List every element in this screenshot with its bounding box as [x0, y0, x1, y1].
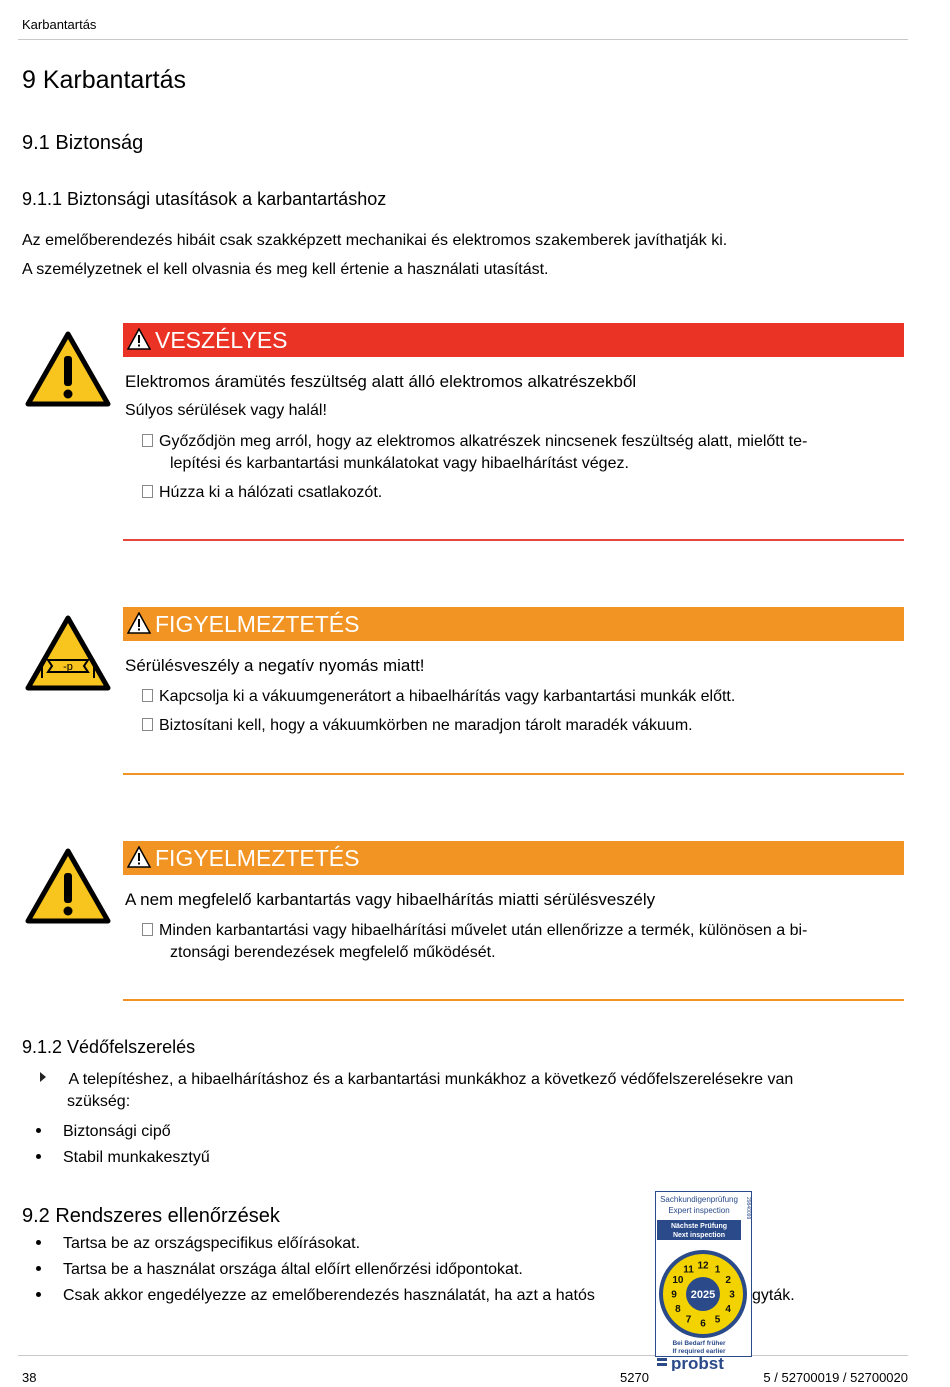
- warning-triangle-icon: [127, 328, 151, 350]
- sticker-month: 3: [729, 1289, 735, 1301]
- checkbox-glyph-icon: [142, 718, 153, 731]
- action-item: Biztosítani kell, hogy a vákuumkörben ne maradjon tárolt maradék vákuum.: [142, 715, 890, 737]
- svg-text:Expert inspection: Expert inspection: [668, 1206, 730, 1215]
- bullet-icon: [36, 1128, 41, 1133]
- list-item: Csak akkor engedélyezze az emelőberendezés használatát, ha azt a hatós: [36, 1287, 595, 1313]
- intro-line: Az emelőberendezés hibáit csak szakképzett mechanikai és elektromos szakemberek javíthatják ki.: [22, 232, 728, 249]
- warning-end-rule: [123, 999, 904, 1001]
- intro-paragraph: [22, 226, 727, 284]
- sticker-month: 4: [725, 1304, 731, 1315]
- danger-banner: [123, 323, 904, 357]
- sign-label: -p: [63, 661, 73, 673]
- page-number: 38: [22, 1370, 37, 1385]
- action-item: Minden karbantartási vagy hibaelhárítási művelet után ellenőrizze a termék, különösen a bi- ztonsági berendezések megfelelő működését.: [142, 920, 890, 964]
- bullet-icon: [36, 1240, 41, 1245]
- list-item: Tartsa be a használat országa által előírt ellenőrzési időpontokat.: [36, 1261, 595, 1287]
- svg-text:Bei Bedarf früher: Bei Bedarf früher: [672, 1340, 726, 1347]
- checkbox-glyph-icon: [142, 434, 153, 447]
- checkbox-glyph-icon: [142, 689, 153, 702]
- signal-word: FIGYELMEZTETÉS: [155, 611, 360, 637]
- bullet-icon: [36, 1292, 41, 1297]
- bullet-icon: [36, 1154, 41, 1159]
- section-heading-9-1: 9.1 Biztonság: [22, 132, 144, 154]
- svg-text:Nächste Prüfung: Nächste Prüfung: [670, 1223, 728, 1230]
- hazard-text: A nem megfelelő karbantartás vagy hibaelhárítás miatti sérülésveszély: [125, 890, 656, 909]
- section-heading-9-1-2: 9.1.2 Védőfelszerelés: [22, 1037, 196, 1057]
- warning-triangle-icon: [127, 612, 151, 634]
- bullet-icon: [36, 1266, 41, 1271]
- svg-text:Next inspection: Next inspection: [672, 1232, 726, 1239]
- action-item: Kapcsolja ki a vákuumgenerátort a hibaelhárítás vagy karbantartási munkák előtt.: [142, 686, 890, 708]
- probst-logo: probst: [671, 1354, 724, 1371]
- warning-end-rule: [123, 773, 904, 775]
- sticker-month: 11: [683, 1264, 694, 1276]
- chapter-title: 9 Karbantartás: [22, 66, 186, 94]
- warning-banner: [123, 841, 904, 875]
- svg-text:29840099: 29840099: [745, 1197, 751, 1220]
- list-item: Biztonsági cipő: [36, 1123, 210, 1149]
- signal-word: FIGYELMEZTETÉS: [155, 845, 360, 871]
- action-item: Győződjön meg arról, hogy az elektromos alkatrészek nincsenek feszültség alatt, mielőtt te- lepítési és karbantartási munkálatokat vagy hibaelhárítást végez.: [142, 431, 890, 475]
- warning-banner: [123, 607, 904, 641]
- sticker-month: 5: [714, 1314, 721, 1326]
- negative-pressure-warning-icon: [24, 614, 112, 692]
- list-item: Tartsa be az országspecifikus előírásokat.: [36, 1235, 595, 1261]
- svg-text:Sachkundigenprüfung: Sachkundigenprüfung: [660, 1195, 738, 1204]
- inspection-sticker: [655, 1191, 752, 1371]
- svg-text:If required earlier: If required earlier: [672, 1348, 726, 1355]
- hazard-text: Elektromos áramütés feszültség alatt álló elektromos alkatrészekből: [125, 372, 637, 391]
- checkbox-glyph-icon: [142, 923, 153, 936]
- ppe-intro: A telepítéshez, a hibaelhárításhoz és a karbantartási munkákhoz a következő védőfelszerelésekre van szükség:: [40, 1069, 793, 1113]
- sticker-month: 1: [714, 1264, 721, 1276]
- checkbox-glyph-icon: [142, 485, 153, 498]
- arrow-right-icon: [40, 1072, 46, 1082]
- footer-reference-tail: 5 / 52700019 / 52700020: [763, 1370, 908, 1385]
- running-header: Karbantartás: [22, 17, 97, 32]
- section-heading-9-2: 9.2 Rendszeres ellenőrzések: [22, 1205, 280, 1227]
- exclamation-warning-icon: [24, 847, 112, 925]
- section-heading-9-1-1: 9.1.1 Biztonsági utasítások a karbantartáshoz: [22, 189, 387, 209]
- action-item: Húzza ki a hálózati csatlakozót.: [142, 482, 890, 504]
- exclamation-warning-icon: [24, 330, 112, 408]
- sticker-month: 12: [697, 1260, 709, 1272]
- list-item-tail: gyták.: [752, 1287, 795, 1304]
- sticker-month: 8: [675, 1304, 681, 1315]
- footer-rule: [18, 1355, 908, 1356]
- consequence-text: Súlyos sérülések vagy halál!: [125, 402, 327, 419]
- sticker-month: 10: [672, 1275, 684, 1286]
- sticker-month: 6: [700, 1318, 706, 1330]
- sticker-month: 7: [685, 1314, 692, 1326]
- ppe-list: [36, 1123, 210, 1175]
- checks-list: [36, 1235, 595, 1313]
- hazard-text: Sérülésveszély a negatív nyomás miatt!: [125, 656, 425, 675]
- header-rule: [18, 39, 908, 40]
- warning-end-rule: [123, 539, 904, 541]
- sticker-month: 9: [671, 1289, 677, 1301]
- sticker-year: 2025: [690, 1289, 716, 1301]
- sticker-month: 2: [725, 1275, 731, 1286]
- footer-reference: 5270: [620, 1370, 649, 1385]
- signal-word: VESZÉLYES: [155, 327, 288, 353]
- warning-triangle-icon: [127, 846, 151, 868]
- list-item: Stabil munkakesztyű: [36, 1149, 210, 1175]
- intro-line: A személyzetnek el kell olvasnia és meg kell értenie a használati utasítást.: [22, 261, 549, 278]
